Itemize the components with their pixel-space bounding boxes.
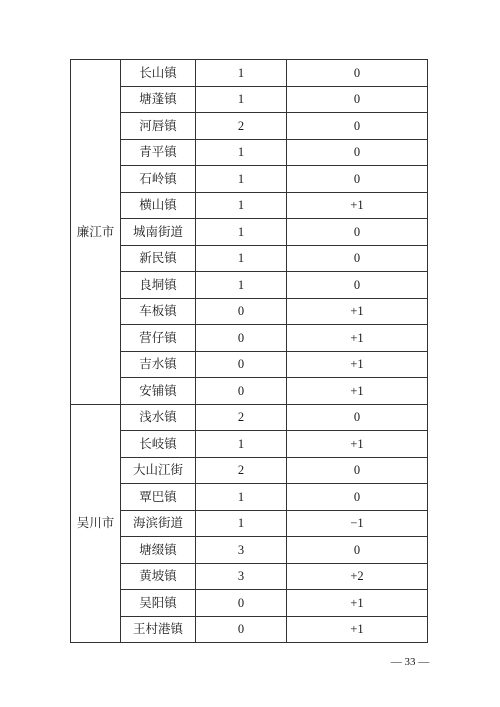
change-cell: 0 — [287, 219, 428, 246]
town-cell: 吉水镇 — [121, 351, 196, 378]
change-cell: 0 — [287, 404, 428, 431]
table-row — [71, 325, 428, 352]
change-cell: 0 — [287, 457, 428, 484]
table-row — [71, 457, 428, 484]
data-table-container — [70, 59, 428, 643]
town-cell: 石岭镇 — [121, 166, 196, 193]
count-cell: 1 — [196, 139, 287, 166]
count-cell: 3 — [196, 563, 287, 590]
change-cell: 0 — [287, 484, 428, 511]
count-cell: 1 — [196, 192, 287, 219]
town-cell: 良垌镇 — [121, 272, 196, 299]
table-row — [71, 166, 428, 193]
town-cell: 塘缀镇 — [121, 537, 196, 564]
count-cell: 3 — [196, 537, 287, 564]
town-cell: 车板镇 — [121, 298, 196, 325]
change-cell: 0 — [287, 139, 428, 166]
change-cell: 0 — [287, 60, 428, 87]
count-cell: 2 — [196, 404, 287, 431]
change-cell: +1 — [287, 325, 428, 352]
table-body — [71, 60, 428, 643]
town-cell: 浅水镇 — [121, 404, 196, 431]
table-row — [71, 60, 428, 87]
town-cell: 长岐镇 — [121, 431, 196, 458]
count-cell: 1 — [196, 431, 287, 458]
count-cell: 1 — [196, 86, 287, 113]
town-cell: 安铺镇 — [121, 378, 196, 405]
change-cell: 0 — [287, 86, 428, 113]
count-cell: 1 — [196, 245, 287, 272]
town-cell: 吴阳镇 — [121, 590, 196, 617]
town-cell: 新民镇 — [121, 245, 196, 272]
count-cell: 0 — [196, 616, 287, 643]
town-cell: 黄坡镇 — [121, 563, 196, 590]
table-row — [71, 510, 428, 537]
table-row — [71, 272, 428, 299]
table-row — [71, 113, 428, 140]
change-cell: 0 — [287, 113, 428, 140]
table-row — [71, 404, 428, 431]
page-number: — 33 — — [390, 656, 430, 668]
table-row — [71, 192, 428, 219]
change-cell: 0 — [287, 272, 428, 299]
change-cell: +1 — [287, 192, 428, 219]
town-cell: 王村港镇 — [121, 616, 196, 643]
count-cell: 0 — [196, 378, 287, 405]
table-row — [71, 219, 428, 246]
change-cell: +1 — [287, 378, 428, 405]
table-row — [71, 351, 428, 378]
town-cell: 横山镇 — [121, 192, 196, 219]
count-cell: 2 — [196, 457, 287, 484]
table-row — [71, 298, 428, 325]
count-cell: 2 — [196, 113, 287, 140]
table-row — [71, 537, 428, 564]
table-row — [71, 563, 428, 590]
table-row — [71, 484, 428, 511]
town-cell: 河唇镇 — [121, 113, 196, 140]
count-cell: 1 — [196, 60, 287, 87]
change-cell: +1 — [287, 616, 428, 643]
table-row — [71, 590, 428, 617]
change-cell: 0 — [287, 537, 428, 564]
count-cell: 0 — [196, 298, 287, 325]
table-row — [71, 86, 428, 113]
town-cell: 城南街道 — [121, 219, 196, 246]
town-cell: 青平镇 — [121, 139, 196, 166]
count-cell: 0 — [196, 325, 287, 352]
table-row — [71, 378, 428, 405]
change-cell: +1 — [287, 351, 428, 378]
table-row — [71, 139, 428, 166]
table-row — [71, 616, 428, 643]
table-row — [71, 245, 428, 272]
change-cell: +1 — [287, 431, 428, 458]
change-cell: 0 — [287, 245, 428, 272]
count-cell: 1 — [196, 219, 287, 246]
change-cell: 0 — [287, 166, 428, 193]
region-cell: 吴川市 — [71, 404, 121, 643]
region-cell: 廉江市 — [71, 60, 121, 405]
town-cell: 塘蓬镇 — [121, 86, 196, 113]
count-cell: 0 — [196, 590, 287, 617]
change-cell: −1 — [287, 510, 428, 537]
change-cell: +2 — [287, 563, 428, 590]
count-cell: 1 — [196, 510, 287, 537]
count-cell: 1 — [196, 166, 287, 193]
count-cell: 0 — [196, 351, 287, 378]
count-cell: 1 — [196, 484, 287, 511]
town-cell: 营仔镇 — [121, 325, 196, 352]
town-cell: 覃巴镇 — [121, 484, 196, 511]
table-row — [71, 431, 428, 458]
town-cell: 大山江街 — [121, 457, 196, 484]
town-statistics-table — [70, 59, 428, 643]
change-cell: +1 — [287, 590, 428, 617]
town-cell: 海滨街道 — [121, 510, 196, 537]
town-cell: 长山镇 — [121, 60, 196, 87]
change-cell: +1 — [287, 298, 428, 325]
count-cell: 1 — [196, 272, 287, 299]
